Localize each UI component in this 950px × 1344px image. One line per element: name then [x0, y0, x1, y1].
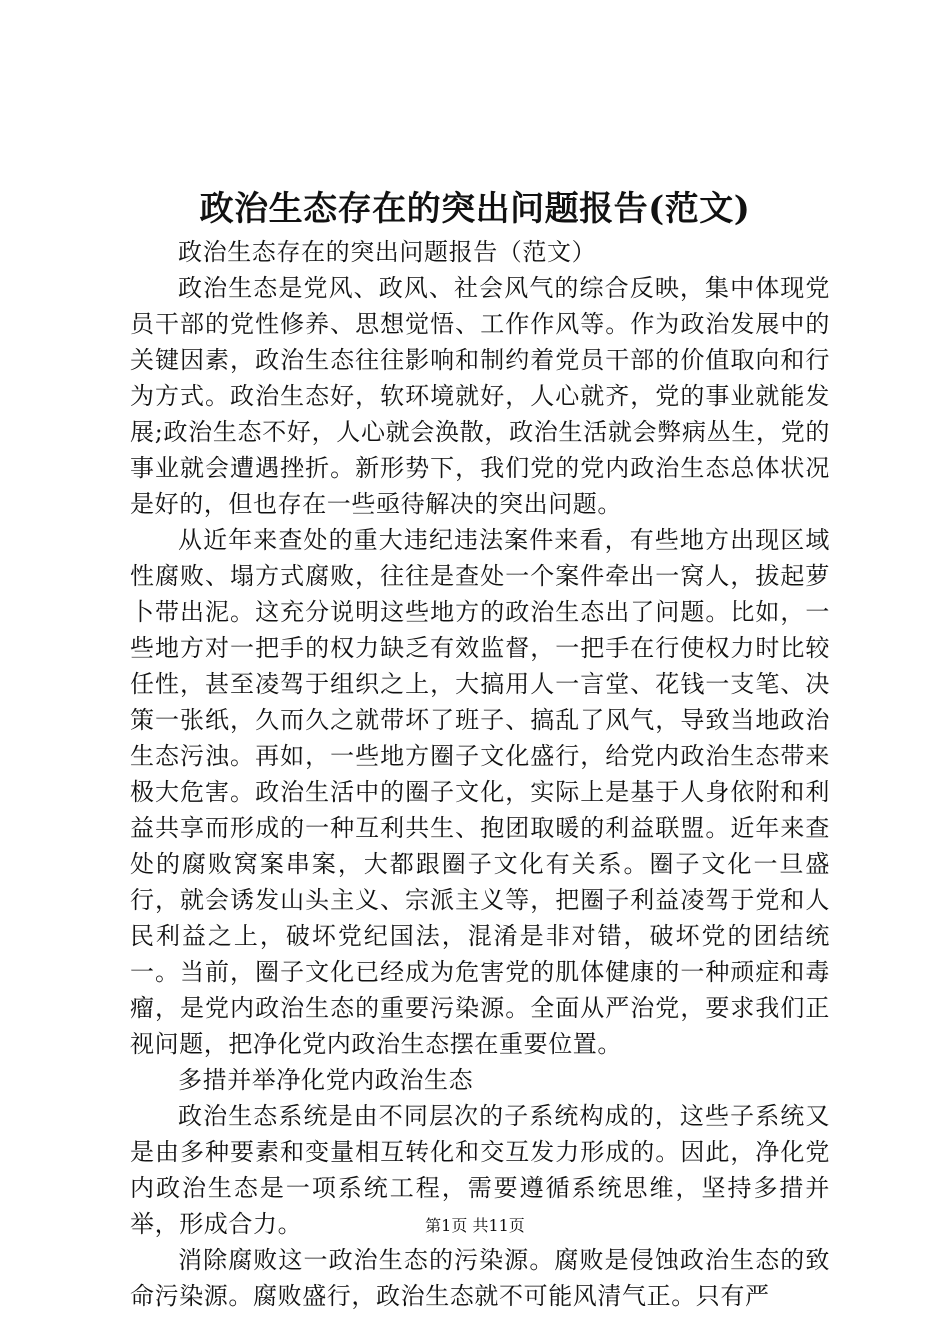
- subtitle-paragraph: 政治生态存在的突出问题报告（范文）: [178, 238, 597, 266]
- document-title: 政治生态存在的突出问题报告(范文): [199, 189, 751, 229]
- body-paragraph: 政治生态系统是由不同层次的子系统构成的，这些子系统又是由多种要素和变量相互转化和交互发力形成的。因此，净化党内政治生态是一项系统工程，需要遵循系统思维，坚持多措并举，形成合力。: [130, 1102, 830, 1238]
- section-heading: 多措并举净化党内政治生态: [178, 1066, 474, 1094]
- page-footer: 第1页 共11页: [425, 1216, 525, 1235]
- body-paragraph: 消除腐败这一政治生态的污染源。腐败是侵蚀政治生态的致命污染源。腐败盛行，政治生态就不可能风清气正。只有严: [130, 1246, 830, 1310]
- body-paragraph: 政治生态是党风、政风、社会风气的综合反映，集中体现党员干部的党性修养、思想觉悟、工作作风等。作为政治发展中的关键因素，政治生态往往影响和制约着党员干部的价值取向和行为方式。政治生态好，软环境就好，人心就齐，党的事业就能发展;政治生态不好，人心就会涣散，政治生活就会弊病丛生，党的事业就会遭遇挫折。新形势下，我们党的党内政治生态总体状况是好的，但也存在一些亟待解决的突出问题。: [130, 274, 830, 518]
- body-paragraph: 从近年来查处的重大违纪违法案件来看，有些地方出现区域性腐败、塌方式腐败，往往是查处一个案件牵出一窝人，拔起萝卜带出泥。这充分说明这些地方的政治生态出了问题。比如，一些地方对一把手的权力缺乏有效监督，一把手在行使权力时比较任性，甚至凌驾于组织之上，大搞用人一言堂、花钱一支笔、决策一张纸，久而久之就带坏了班子、搞乱了风气，导致当地政治生态污浊。再如，一些地方圈子文化盛行，给党内政治生态带来极大危害。政治生活中的圈子文化，实际上是基于人身依附和利益共享而形成的一种互利共生、抱团取暖的利益联盟。近年来查处的腐败窝案串案，大都跟圈子文化有关系。圈子文化一旦盛行，就会诱发山头主义、宗派主义等，把圈子利益凌驾于党和人民利益之上，破坏党纪国法，混淆是非对错，破坏党的团结统一。当前，圈子文化已经成为危害党的肌体健康的一种顽症和毒瘤，是党内政治生态的重要污染源。全面从严治党，要求我们正视问题，把净化党内政治生态摆在重要位置。: [130, 526, 830, 1058]
- document-body: [130, 234, 830, 1314]
